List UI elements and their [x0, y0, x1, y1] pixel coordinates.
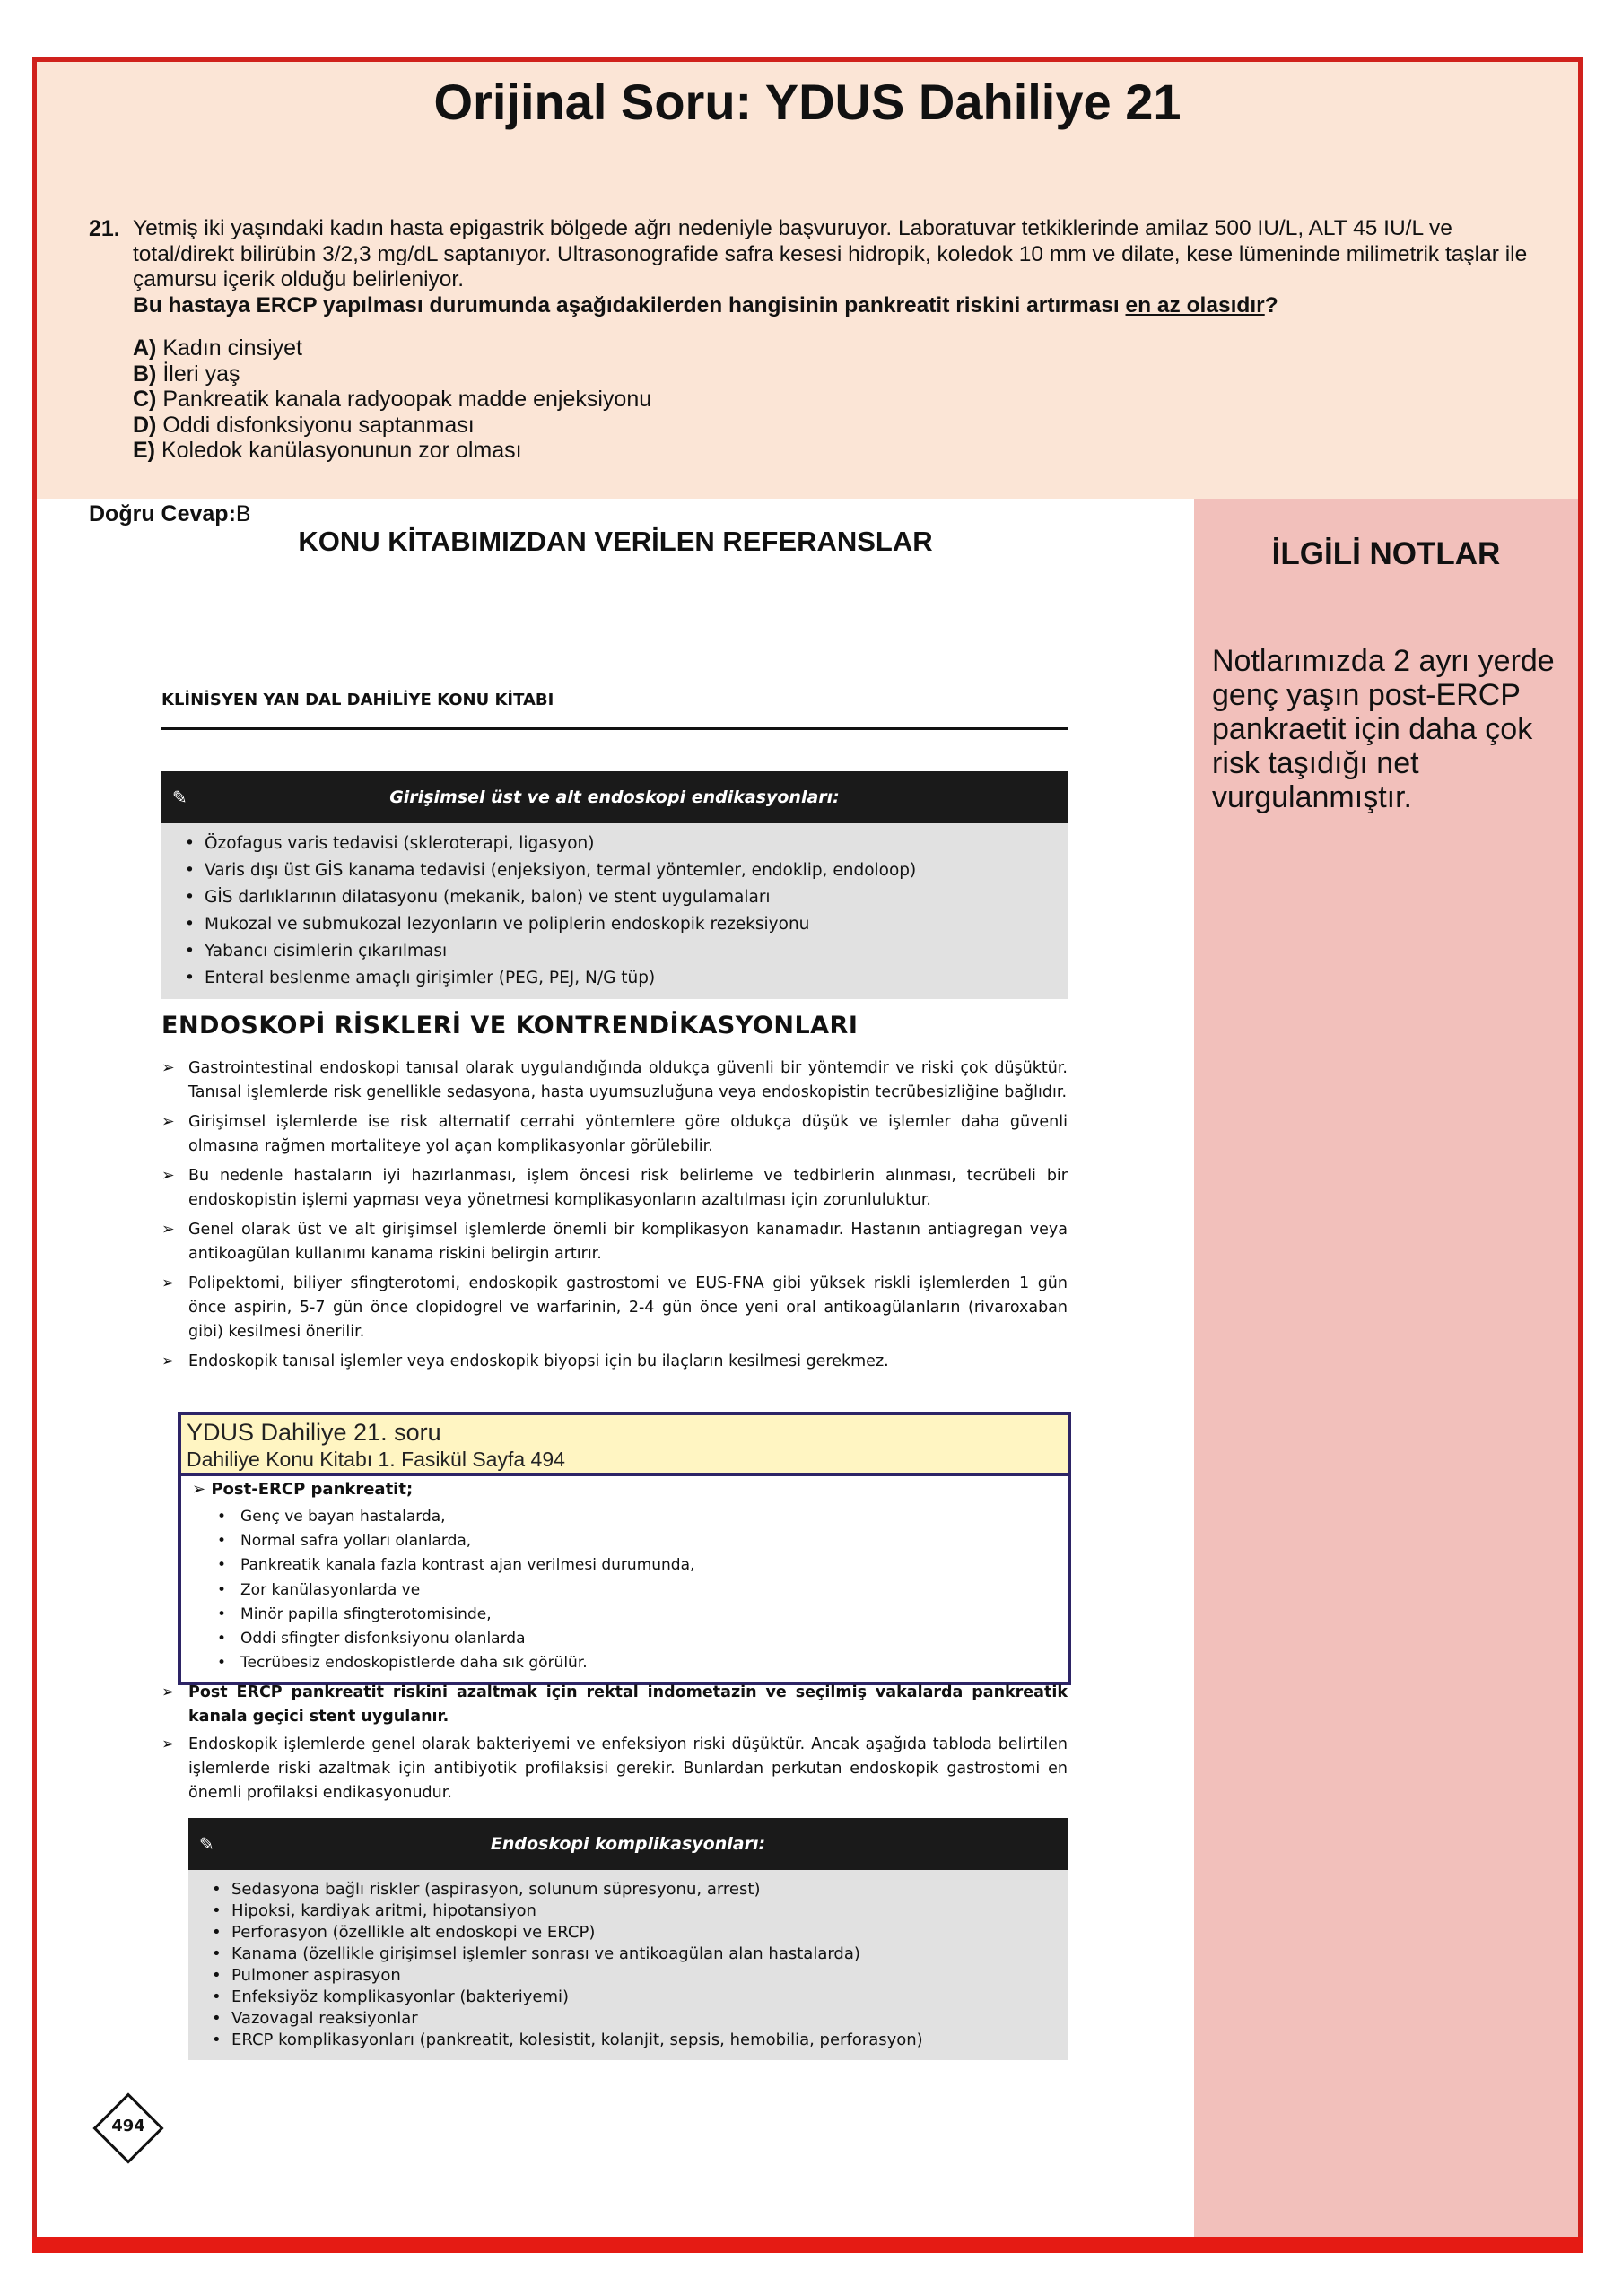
question-title: Orijinal Soru: YDUS Dahiliye 21 [433, 74, 1182, 130]
question-text [133, 216, 1532, 318]
question-number: 21. [89, 216, 120, 241]
highlight-subtitle: Dahiliye Konu Kitabı 1. Fasikül Sayfa 494 [187, 1448, 565, 1471]
question-prompt-emphasis: en az olasıdır [1125, 292, 1265, 317]
indications-title-bar [161, 771, 1068, 823]
page-number: 494 [111, 2117, 145, 2135]
list-item: • Pankreatik kanala fazla kontrast ajan verilmesi durumunda, [217, 1553, 694, 1578]
bullet-item: ➢ Girişimsel işlemlerde ise risk alternatif cerrahi yöntemlere göre oldukça düşük ve işlemler daha güvenli olmasına rağmen mortaliteye yol açan komplikasyonlar görülebilir. [161, 1110, 1068, 1159]
list-item: • Sedasyona bağlı riskler (aspirasyon, solunum süpresyonu, arrest) [231, 1879, 1068, 1900]
list-item: • GİS darlıklarının dilatasyonu (mekanik, balon) ve stent uygulamaları [205, 884, 1068, 911]
bullet-item: ➢ Post ERCP pankreatit riskini azaltmak için rektal indometazin ve seçilmiş vakalarda pankreatik kanala geçici stent uygulanır. [161, 1681, 1068, 1729]
question-stem: Yetmiş iki yaşındaki kadın hasta epigastrik bölgede ağrı nedeniyle başvuruyor. Laboratuvar tetkiklerinde amilaz 500 IU/L, ALT 45 IU/L ve total/direkt bilirübin 3/2,3 mg/dL saptanıyor. Ultrasonografide safra kesesi hidropik, koledok 10 mm ve dilate, kese lümeninde milimetrik taşlar ile çamursu içerik olduğu belirleniyor. [133, 216, 1528, 291]
list-item: • Vazovagal reaksiyonlar [231, 2008, 1068, 2030]
highlight-label [178, 1412, 1071, 1476]
bullet-item: ➢ Polipektomi, biliyer sfingterotomi, endoskopik gastrostomi ve EUS-FNA gibi yüksek riskli işlemlerden 1 gün önce aspirin, 5-7 gün önce clopidogrel ve warfarinin, 2-4 gün önce yeni oral antikoagülanların (rivaroxaban gibi) kesilmesi önerilir. [161, 1272, 1068, 1344]
list-item: • Pulmoner aspirasyon [231, 1965, 1068, 1987]
highlight-title: YDUS Dahiliye 21. soru [187, 1419, 441, 1446]
pencil-icon: ✎ [199, 1833, 214, 1855]
book-header: KLİNİSYEN YAN DAL DAHİLİYE KONU KİTABI [161, 691, 554, 709]
question-mark: ? [1264, 292, 1278, 317]
answer-value: B [235, 501, 251, 526]
pencil-icon: ✎ [172, 787, 187, 808]
bullet-item: ➢ Gastrointestinal endoskopi tanısal olarak uygulandığında oldukça güvenli bir yöntemdir ve riski çok düşüktür. Tanısal işlemlerde risk genellikle sedasyona, hasta uyumsuzluğuna veya endoskopistin tecrübesizliğine bağlıdır. [161, 1057, 1068, 1105]
list-item: • Özofagus varis tedavisi (skleroterapi, ligasyon) [205, 831, 1068, 857]
list-item: • Yabancı cisimlerin çıkarılması [205, 938, 1068, 965]
list-item: • Normal safra yolları olanlarda, [217, 1529, 694, 1553]
option-c: C) Pankreatik kanala radyoopak madde enjeksiyonu [133, 387, 652, 412]
section-title: ENDOSKOPİ RİSKLERİ VE KONTRENDİKASYONLARI [161, 1012, 859, 1039]
indications-title: Girişimsel üst ve alt endoskopi endikasyonları: [389, 787, 840, 807]
complications-title-bar [188, 1818, 1068, 1870]
list-item: • Enfeksiyöz komplikasyonlar (bakteriyemi) [231, 1987, 1068, 2008]
post-ercp-title: ➢ Post-ERCP pankreatit; [192, 1480, 413, 1499]
list-item: • Perforasyon (özellikle alt endoskopi ve ERCP) [231, 1922, 1068, 1944]
after-bullets [161, 1681, 1068, 1809]
list-item: • Kanama (özellikle girişimsel işlemler sonrası ve antikoagülan alan hastalarda) [231, 1944, 1068, 1965]
complications-list [188, 1870, 1068, 2060]
list-item: • Mukozal ve submukozal lezyonların ve poliplerin endoskopik rezeksiyonu [205, 911, 1068, 938]
complications-title: Endoskopi komplikasyonları: [490, 1834, 766, 1854]
list-item: • Varis dışı üst GİS kanama tedavisi (enjeksiyon, termal yöntemler, endoklip, endoloop) [205, 857, 1068, 884]
option-b: B) İleri yaş [133, 361, 240, 387]
list-item: • ERCP komplikasyonları (pankreatit, kolesistit, kolanjit, sepsis, hemobilia, perforasyon) [231, 2030, 1068, 2051]
bullet-item: ➢ Endoskopik tanısal işlemler veya endoskopik biyopsi için bu ilaçların kesilmesi gerekmez. [161, 1350, 1068, 1374]
indications-list [161, 823, 1068, 999]
option-e: E) Koledok kanülasyonunun zor olması [133, 438, 522, 463]
option-a: A) Kadın cinsiyet [133, 335, 302, 361]
bullet-item: ➢ Genel olarak üst ve alt girişimsel işlemlerde önemli bir komplikasyon kanamadır. Hastanın antiagregan veya antikoagülan kullanımı kanama riskini belirgin artırır. [161, 1218, 1068, 1266]
correct-answer [89, 501, 251, 527]
list-item: • Enteral beslenme amaçlı girişimler (PEG, PEJ, N/G tüp) [205, 965, 1068, 992]
list-item: • Oddi sfingter disfonksiyonu olanlarda [217, 1627, 694, 1651]
answer-label: Doğru Cevap: [89, 501, 236, 526]
list-item: • Hipoksi, kardiyak aritmi, hipotansiyon [231, 1900, 1068, 1922]
header-divider [161, 727, 1068, 730]
risk-bullets [161, 1057, 1068, 1379]
list-item: • Tecrübesiz endoskopistlerde daha sık görülür. [217, 1651, 694, 1675]
option-d: D) Oddi disfonksiyonu saptanması [133, 412, 475, 438]
list-item: • Genç ve bayan hastalarda, [217, 1505, 694, 1529]
question-prompt: Bu hastaya ERCP yapılması durumunda aşağıdakilerden hangisinin pankreatit riskini artırması [133, 292, 1120, 317]
question-panel [37, 62, 1578, 526]
bullet-item: ➢ Bu nedenle hastaların iyi hazırlanması, işlem öncesi risk belirleme ve tedbirlerin alınması, tecrübeli bir endoskopistin işlemi yapması veya yönetmesi komplikasyonların azaltılması için zorunluluktur. [161, 1164, 1068, 1213]
bottom-bar [32, 2237, 1583, 2253]
notes-text: Notlarımızda 2 ayrı yerde genç yaşın post-ERCP pankraetit için daha çok risk taşıdığı net vurgulanmıştır. [1212, 644, 1555, 814]
answer-options [133, 335, 651, 464]
notes-title: İLGİLİ NOTLAR [1271, 536, 1501, 571]
notes-panel [1194, 499, 1578, 2237]
list-item: • Zor kanülasyonlarda ve [217, 1578, 694, 1603]
bullet-item: ➢ Endoskopik işlemlerde genel olarak bakteriyemi ve enfeksiyon riski düşüktür. Ancak aşağıda tabloda belirtilen işlemlerde riski azaltmak için antibiyotik profilaksisi gerekir. Bunlardan perkutan endoskopik gastrostomi en önemli profilaksi endikasyonudur. [161, 1733, 1068, 1805]
references-heading: KONU KİTABIMIZDAN VERİLEN REFERANSLAR [298, 526, 933, 557]
highlight-box [178, 1476, 1071, 1685]
list-item: • Minör papilla sfingterotomisinde, [217, 1603, 694, 1627]
